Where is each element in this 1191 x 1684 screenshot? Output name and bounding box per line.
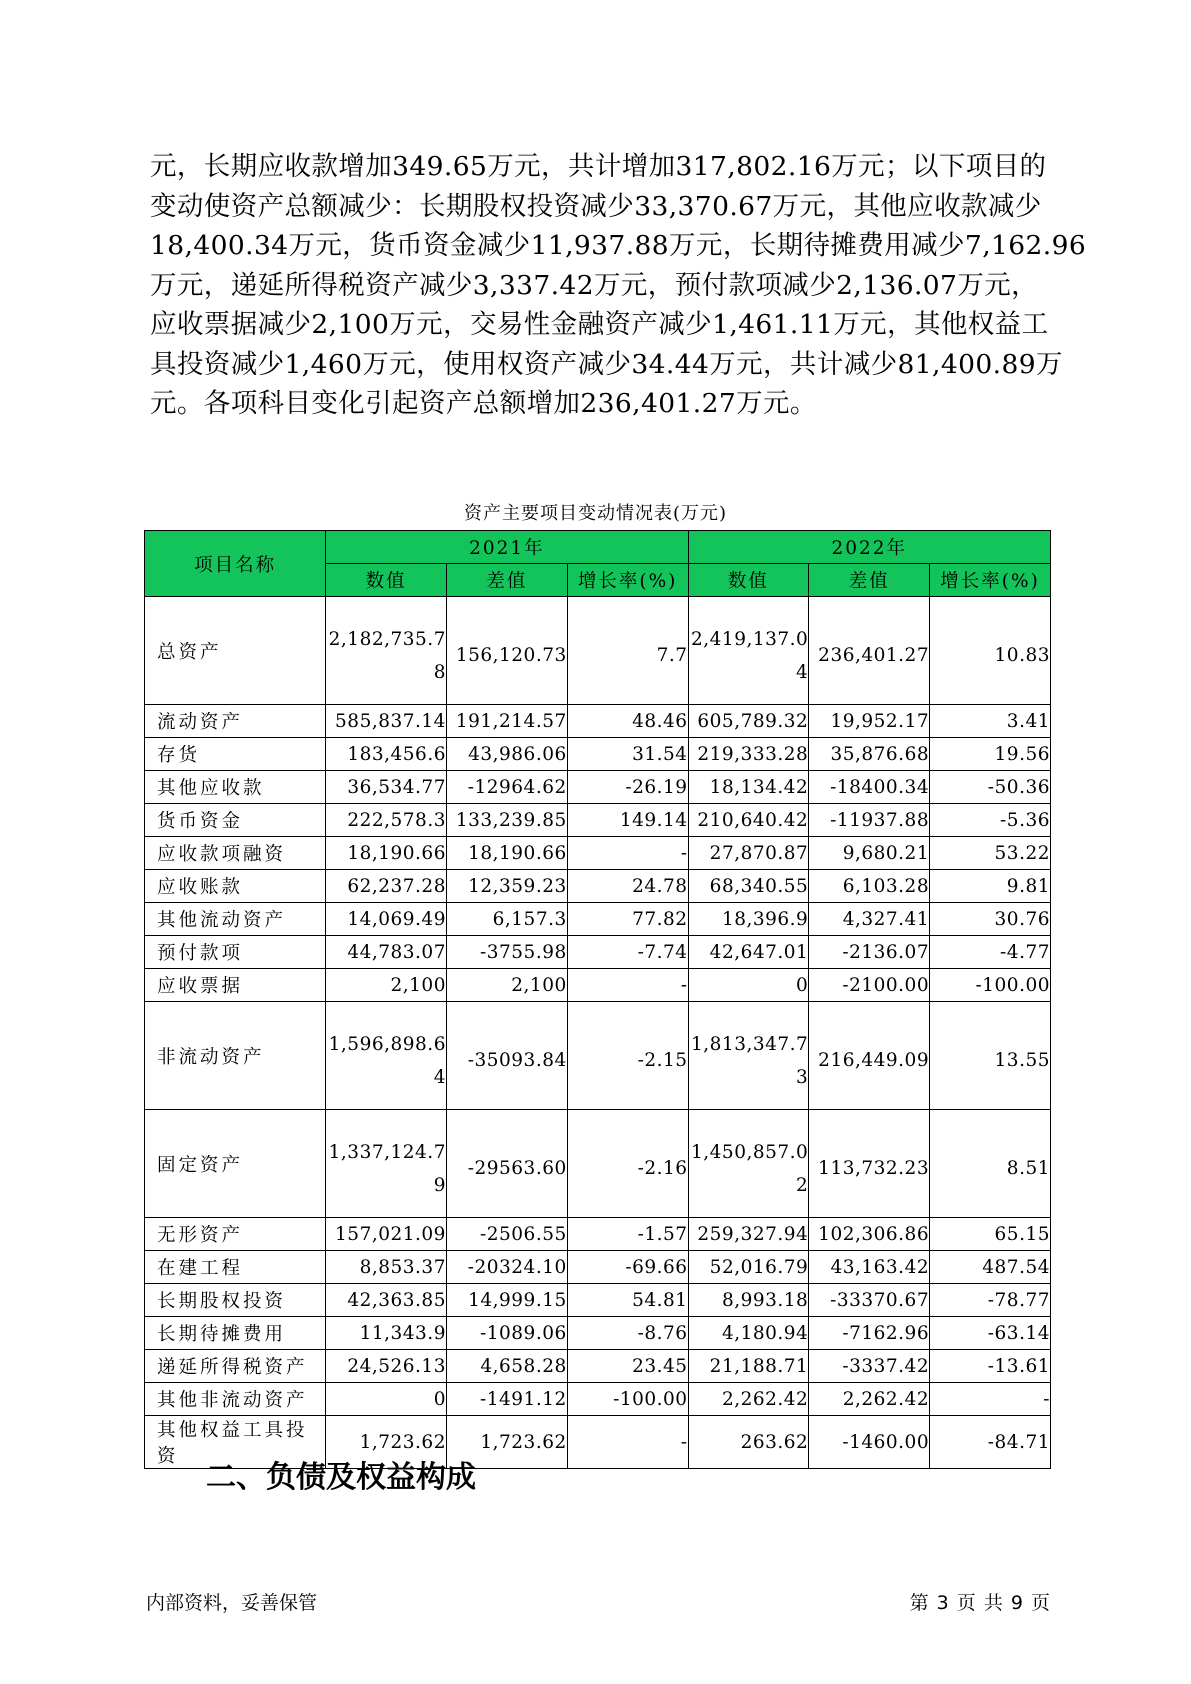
- row-cell-value: 191,214.57: [446, 705, 567, 738]
- row-item-name: 预付款项: [145, 936, 326, 969]
- table-row: [145, 705, 1051, 738]
- row-cell-value: 42,647.01: [688, 936, 809, 969]
- paragraph-line: 18,400.34万元，货币资金减少11,937.88万元，长期待摊费用减少7,162.96: [150, 230, 1087, 261]
- row-item-name: 非流动资产: [145, 1002, 326, 1110]
- table-row: [145, 936, 1051, 969]
- row-item-name: 应收账款: [145, 870, 326, 903]
- paragraph-line: 变动使资产总额减少：长期股权投资减少33,370.67万元，其他应收款减少: [150, 190, 1042, 222]
- row-cell-value: 9.81: [930, 870, 1051, 903]
- row-cell-value: 6,103.28: [809, 870, 930, 903]
- row-cell-value: -2100.00: [809, 969, 930, 1002]
- row-cell-value: 10.83: [930, 597, 1051, 705]
- row-cell-value: 157,021.09: [326, 1218, 447, 1251]
- row-cell-value: 52,016.79: [688, 1251, 809, 1284]
- paragraph-line: 应收票据减少2,100万元，交易性金融资产减少1,461.11万元，其他权益工: [150, 309, 1049, 340]
- row-cell-value: 42,363.85: [326, 1284, 447, 1317]
- row-cell-value: 216,449.09: [809, 1002, 930, 1110]
- row-cell-value: 48.46: [567, 705, 688, 738]
- row-item-name: 其他流动资产: [145, 903, 326, 936]
- header-year-2021: 2021年: [326, 531, 688, 564]
- row-item-name: 总资产: [145, 597, 326, 705]
- row-cell-value: 4,180.94: [688, 1317, 809, 1350]
- table-row: [145, 597, 1051, 705]
- table-row: [145, 1251, 1051, 1284]
- row-cell-value: -11937.88: [809, 804, 930, 837]
- row-cell-value: 1,596,898.64: [326, 1002, 447, 1110]
- row-item-name: 长期股权投资: [145, 1284, 326, 1317]
- row-item-name: 应收票据: [145, 969, 326, 1002]
- row-cell-value: -12964.62: [446, 771, 567, 804]
- footer-confidential-note: 内部资料，妥善保管: [146, 1592, 318, 1614]
- row-cell-value: 8,853.37: [326, 1251, 447, 1284]
- row-cell-value: 18,396.9: [688, 903, 809, 936]
- row-cell-value: 14,069.49: [326, 903, 447, 936]
- row-cell-value: 9,680.21: [809, 837, 930, 870]
- row-cell-value: 27,870.87: [688, 837, 809, 870]
- paragraph-line: 元，长期应收款增加349.65万元，共计增加317,802.16万元；以下项目的: [150, 151, 1047, 182]
- row-cell-value: -26.19: [567, 771, 688, 804]
- row-cell-value: 487.54: [930, 1251, 1051, 1284]
- row-cell-value: 156,120.73: [446, 597, 567, 705]
- row-cell-value: -3337.42: [809, 1350, 930, 1383]
- row-cell-value: -: [567, 969, 688, 1002]
- row-item-name: 流动资产: [145, 705, 326, 738]
- header-year-2022: 2022年: [688, 531, 1050, 564]
- row-cell-value: 4,327.41: [809, 903, 930, 936]
- row-cell-value: -7162.96: [809, 1317, 930, 1350]
- row-cell-value: -2.15: [567, 1002, 688, 1110]
- table-row: [145, 738, 1051, 771]
- row-cell-value: 1,813,347.73: [688, 1002, 809, 1110]
- row-item-name: 递延所得税资产: [145, 1350, 326, 1383]
- row-cell-value: 43,163.42: [809, 1251, 930, 1284]
- table-caption: 资产主要项目变动情况表(万元): [463, 503, 728, 524]
- row-cell-value: 236,401.27: [809, 597, 930, 705]
- row-cell-value: 54.81: [567, 1284, 688, 1317]
- row-cell-value: 0: [688, 969, 809, 1002]
- row-cell-value: -1089.06: [446, 1317, 567, 1350]
- row-cell-value: 23.45: [567, 1350, 688, 1383]
- row-cell-value: 2,100: [446, 969, 567, 1002]
- row-cell-value: 18,134.42: [688, 771, 809, 804]
- row-cell-value: -33370.67: [809, 1284, 930, 1317]
- row-cell-value: -35093.84: [446, 1002, 567, 1110]
- table-row: [145, 1383, 1051, 1416]
- row-item-name: 其他非流动资产: [145, 1383, 326, 1416]
- row-cell-value: -3755.98: [446, 936, 567, 969]
- row-cell-value: -1.57: [567, 1218, 688, 1251]
- row-item-name: 无形资产: [145, 1218, 326, 1251]
- row-cell-value: 62,237.28: [326, 870, 447, 903]
- row-cell-value: 43,986.06: [446, 738, 567, 771]
- row-cell-value: 263.62: [688, 1416, 809, 1469]
- row-item-name: 在建工程: [145, 1251, 326, 1284]
- table-row: [145, 1110, 1051, 1218]
- row-cell-value: -5.36: [930, 804, 1051, 837]
- table-row: [145, 969, 1051, 1002]
- table-row: [145, 1317, 1051, 1350]
- table-row: [145, 870, 1051, 903]
- row-cell-value: -69.66: [567, 1251, 688, 1284]
- row-cell-value: 35,876.68: [809, 738, 930, 771]
- body-paragraph: [150, 147, 1087, 424]
- table-body: [145, 597, 1051, 1469]
- row-item-name: 固定资产: [145, 1110, 326, 1218]
- row-item-name: 应收款项融资: [145, 837, 326, 870]
- row-cell-value: -18400.34: [809, 771, 930, 804]
- row-cell-value: 18,190.66: [446, 837, 567, 870]
- row-cell-value: 21,188.71: [688, 1350, 809, 1383]
- row-cell-value: 4,658.28: [446, 1350, 567, 1383]
- footer-page-number: 第 3 页 共 9 页: [909, 1592, 1051, 1614]
- row-cell-value: -20324.10: [446, 1251, 567, 1284]
- row-cell-value: 31.54: [567, 738, 688, 771]
- row-cell-value: 8.51: [930, 1110, 1051, 1218]
- row-cell-value: 3.41: [930, 705, 1051, 738]
- row-cell-value: 219,333.28: [688, 738, 809, 771]
- subheader-rate-2021: 增长率(%): [567, 564, 688, 597]
- subheader-diff-2021: 差值: [446, 564, 567, 597]
- table-row: [145, 804, 1051, 837]
- row-cell-value: 13.55: [930, 1002, 1051, 1110]
- row-cell-value: 36,534.77: [326, 771, 447, 804]
- row-cell-value: 102,306.86: [809, 1218, 930, 1251]
- row-cell-value: 2,262.42: [688, 1383, 809, 1416]
- row-cell-value: 30.76: [930, 903, 1051, 936]
- header-item-name: 项目名称: [145, 531, 326, 597]
- table-row: [145, 903, 1051, 936]
- row-cell-value: 11,343.9: [326, 1317, 447, 1350]
- row-cell-value: 1,450,857.02: [688, 1110, 809, 1218]
- table-row: [145, 771, 1051, 804]
- row-cell-value: 1,337,124.79: [326, 1110, 447, 1218]
- row-cell-value: -100.00: [567, 1383, 688, 1416]
- row-cell-value: -100.00: [930, 969, 1051, 1002]
- row-cell-value: 210,640.42: [688, 804, 809, 837]
- row-cell-value: 68,340.55: [688, 870, 809, 903]
- table-row: [145, 1002, 1051, 1110]
- row-cell-value: 77.82: [567, 903, 688, 936]
- row-cell-value: 605,789.32: [688, 705, 809, 738]
- row-cell-value: 6,157.3: [446, 903, 567, 936]
- paragraph-line: 元。各项科目变化引起资产总额增加236,401.27万元。: [150, 388, 817, 419]
- row-cell-value: -1491.12: [446, 1383, 567, 1416]
- subheader-value-2022: 数值: [688, 564, 809, 597]
- row-cell-value: 133,239.85: [446, 804, 567, 837]
- row-cell-value: 2,419,137.04: [688, 597, 809, 705]
- asset-change-table: [144, 530, 1051, 1469]
- subheader-diff-2022: 差值: [809, 564, 930, 597]
- row-cell-value: 2,100: [326, 969, 447, 1002]
- row-cell-value: 2,182,735.78: [326, 597, 447, 705]
- section-heading: 二、负债及权益构成: [206, 1460, 476, 1495]
- table-row: [145, 1218, 1051, 1251]
- table-row: [145, 1284, 1051, 1317]
- row-cell-value: -: [567, 837, 688, 870]
- row-cell-value: 149.14: [567, 804, 688, 837]
- row-cell-value: -63.14: [930, 1317, 1051, 1350]
- row-cell-value: 24.78: [567, 870, 688, 903]
- row-cell-value: 1,723.62: [446, 1416, 567, 1469]
- row-item-name: 货币资金: [145, 804, 326, 837]
- row-cell-value: -2.16: [567, 1110, 688, 1218]
- row-item-name: 存货: [145, 738, 326, 771]
- row-cell-value: 0: [326, 1383, 447, 1416]
- row-item-name: 其他权益工具投资: [145, 1416, 326, 1469]
- row-cell-value: 113,732.23: [809, 1110, 930, 1218]
- row-cell-value: 1,723.62: [326, 1416, 447, 1469]
- row-cell-value: -1460.00: [809, 1416, 930, 1469]
- row-cell-value: -2136.07: [809, 936, 930, 969]
- row-item-name: 长期待摊费用: [145, 1317, 326, 1350]
- table-row: [145, 1350, 1051, 1383]
- subheader-rate-2022: 增长率(%): [930, 564, 1051, 597]
- row-cell-value: 183,456.6: [326, 738, 447, 771]
- row-cell-value: -: [567, 1416, 688, 1469]
- table-row: [145, 837, 1051, 870]
- row-cell-value: 65.15: [930, 1218, 1051, 1251]
- row-cell-value: -8.76: [567, 1317, 688, 1350]
- row-cell-value: -50.36: [930, 771, 1051, 804]
- row-item-name: 其他应收款: [145, 771, 326, 804]
- row-cell-value: 585,837.14: [326, 705, 447, 738]
- row-cell-value: 12,359.23: [446, 870, 567, 903]
- row-cell-value: 19.56: [930, 738, 1051, 771]
- row-cell-value: -7.74: [567, 936, 688, 969]
- row-cell-value: 44,783.07: [326, 936, 447, 969]
- row-cell-value: 53.22: [930, 837, 1051, 870]
- row-cell-value: -78.77: [930, 1284, 1051, 1317]
- subheader-value-2021: 数值: [326, 564, 447, 597]
- row-cell-value: -84.71: [930, 1416, 1051, 1469]
- paragraph-line: 万元，递延所得税资产减少3,337.42万元，预付款项减少2,136.07万元，: [150, 269, 1039, 301]
- row-cell-value: -2506.55: [446, 1218, 567, 1251]
- row-cell-value: -4.77: [930, 936, 1051, 969]
- paragraph-line: 具投资减少1,460万元，使用权资产减少34.44万元，共计减少81,400.89万: [150, 348, 1063, 380]
- row-cell-value: -29563.60: [446, 1110, 567, 1218]
- row-cell-value: 14,999.15: [446, 1284, 567, 1317]
- row-cell-value: 24,526.13: [326, 1350, 447, 1383]
- row-cell-value: 7.7: [567, 597, 688, 705]
- row-cell-value: 259,327.94: [688, 1218, 809, 1251]
- row-cell-value: -: [930, 1383, 1051, 1416]
- row-cell-value: 19,952.17: [809, 705, 930, 738]
- row-cell-value: 18,190.66: [326, 837, 447, 870]
- row-cell-value: 222,578.3: [326, 804, 447, 837]
- row-cell-value: -13.61: [930, 1350, 1051, 1383]
- row-cell-value: 2,262.42: [809, 1383, 930, 1416]
- row-cell-value: 8,993.18: [688, 1284, 809, 1317]
